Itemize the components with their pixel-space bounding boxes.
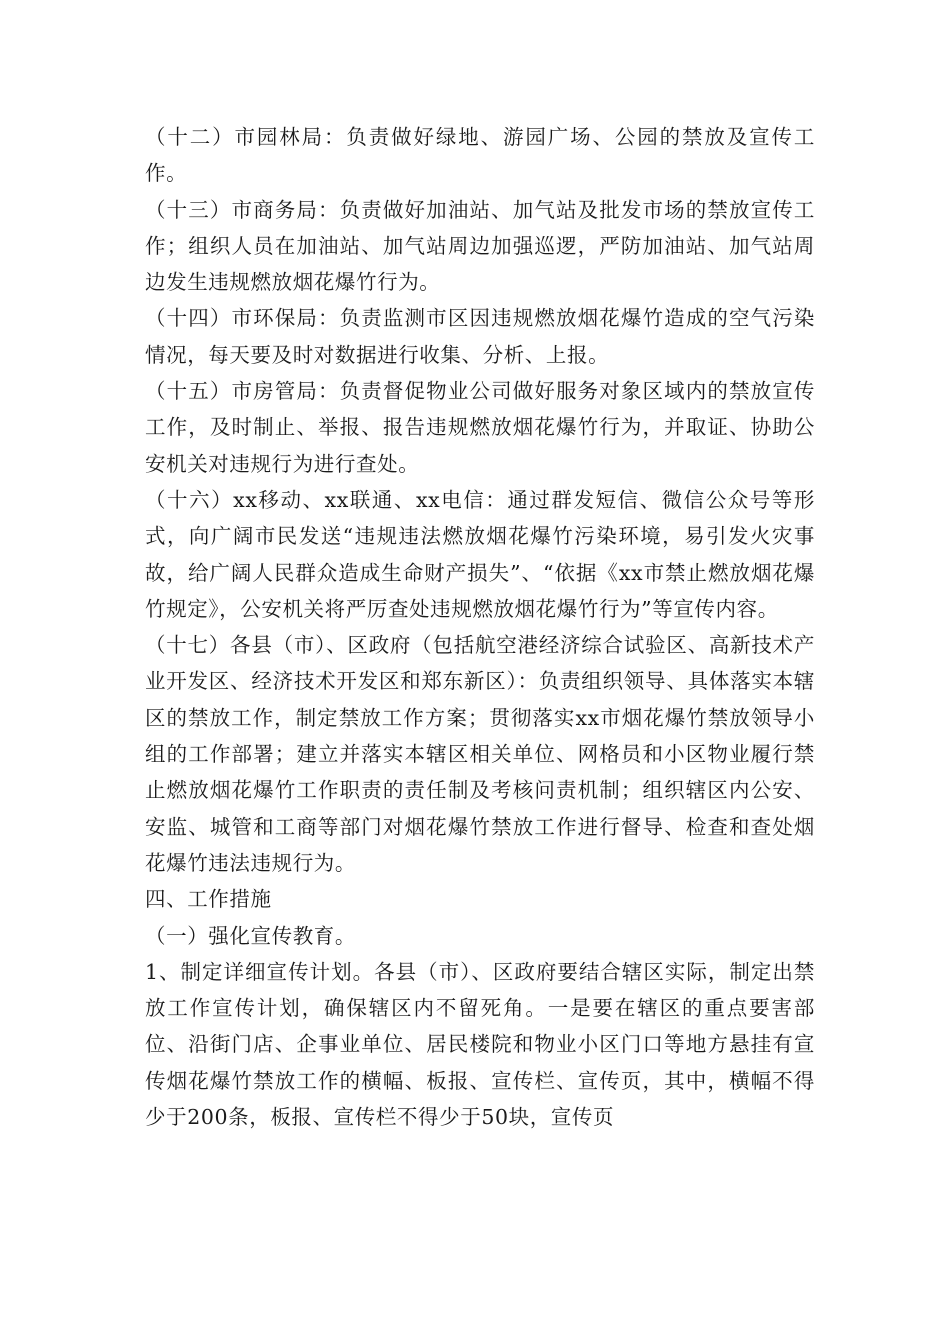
paragraph-housing-bureau: （十五）市房管局：负责督促物业公司做好服务对象区域内的禁放宣传工作，及时制止、举报、报告违规燃放烟花爆竹行为，并取证、协助公安机关对违规行为进行查处。 <box>145 379 815 476</box>
section-heading-work-measures: 四、工作措施 <box>145 887 272 912</box>
document-body <box>145 119 815 1135</box>
paragraph-district-governments: （十七）各县（市）、区政府（包括航空港经济综合试验区、高新技术产业开发区、经济技术开发区和郑东新区）：负责组织领导、具体落实本辖区的禁放工作，制定禁放工作方案；贯彻落实xx市烟花爆竹禁放领导小组的工作部署；建立并落实本辖区相关单位、网格员和小区物业履行禁止燃放烟花爆竹工作职责的责任制及考核问责机制；组织辖区内公安、安监、城管和工商等部门对烟花爆竹禁放工作进行督导、检查和查处烟花爆竹违法违规行为。 <box>145 633 815 875</box>
subsection-heading-publicity: （一）强化宣传教育。 <box>145 923 356 948</box>
paragraph-environment-bureau: （十四）市环保局：负责监测市区因违规燃放烟花爆竹造成的空气污染情况，每天要及时对数据进行收集、分析、上报。 <box>145 306 815 367</box>
paragraph-publicity-plan: 1、制定详细宣传计划。各县（市）、区政府要结合辖区实际，制定出禁放工作宣传计划，确保辖区内不留死角。一是要在辖区的重点要害部位、沿街门店、企事业单位、居民楼院和物业小区门口等地方悬挂有宣传烟花爆竹禁放工作的横幅、板报、宣传栏、宣传页，其中，横幅不得少于200条，板报、宣传栏不得少于50块，宣传页 <box>145 959 815 1130</box>
paragraph-telecom-operators: （十六）xx移动、xx联通、xx电信：通过群发短信、微信公众号等形式，向广阔市民发送“违规违法燃放烟花爆竹污染环境，易引发火灾事故，给广阔人民群众造成生命财产损失”、“依据《xx市禁止燃放烟花爆竹规定》，公安机关将严厉查处违规燃放烟花爆竹行为”等宣传内容。 <box>145 487 815 621</box>
paragraph-park-bureau: （十二）市园林局：负责做好绿地、游园广场、公园的禁放及宣传工作。 <box>145 125 815 186</box>
paragraph-commerce-bureau: （十三）市商务局：负责做好加油站、加气站及批发市场的禁放宣传工作；组织人员在加油站、加气站周边加强巡逻，严防加油站、加气站周边发生违规燃放烟花爆竹行为。 <box>145 197 815 295</box>
